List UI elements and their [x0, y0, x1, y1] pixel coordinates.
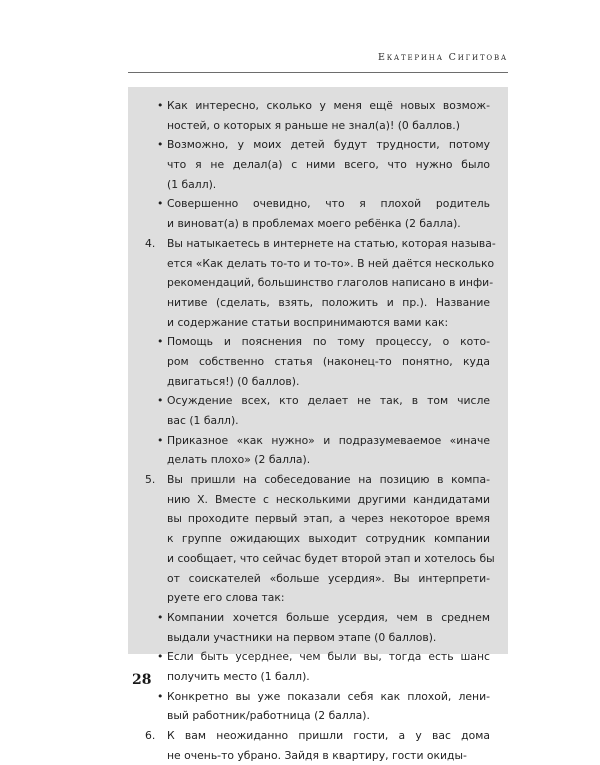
text-line: что я не делал(а) с ними всего, что нужно было: [167, 158, 490, 172]
text-line: К вам неожиданно пришли гости, а у вас дома: [167, 729, 490, 742]
text-line: Если быть усерднее, чем были вы, тогда есть шанс: [167, 650, 490, 664]
bullet-item: [145, 135, 490, 194]
numbered-question: [145, 470, 495, 608]
text-line: Вы натыкаетесь в интернете на статью, которая называ-: [167, 236, 496, 250]
bullet-icon: •: [157, 99, 164, 112]
bullet-icon: •: [157, 138, 164, 152]
bullet-item: [145, 687, 490, 726]
bullet-icon: •: [157, 689, 164, 703]
question-number: 4.: [145, 236, 156, 250]
text-line: вас (1 балл).: [167, 414, 239, 427]
text-line: вый работник/работница (2 балла).: [167, 709, 370, 723]
header-rule: [128, 72, 508, 73]
numbered-question: [145, 726, 490, 765]
bullet-icon: •: [157, 197, 164, 211]
text-line: и виноват(а) в проблемах моего ребёнка (2 балла).: [167, 217, 461, 231]
text-line: делать плохо» (2 балла).: [167, 453, 311, 467]
bullet-icon: •: [157, 433, 164, 447]
text-line: выдали участники на первом этапе (0 баллов).: [167, 630, 437, 644]
bullet-icon: •: [157, 394, 164, 408]
question-number: 6.: [145, 729, 156, 742]
text-line: к группе ожидающих выходит сотрудник компании: [167, 532, 490, 546]
text-line: Помощь и пояснения по тому процессу, о кото-: [167, 335, 490, 349]
running-head: Екатерина Сигитова: [377, 52, 508, 63]
text-line: Как интересно, сколько у меня ещё новых возмож-: [167, 99, 490, 112]
text-line: Вы пришли на собеседование на позицию в компа-: [167, 473, 490, 487]
text-line: ется «Как делать то-то и то-то». В ней даётся несколько: [167, 256, 495, 270]
text-line: от соискателей «больше усердия». Вы интерпрети-: [167, 571, 490, 585]
text-line: двигаться!) (0 баллов).: [167, 374, 300, 388]
question-number: 5.: [145, 473, 156, 487]
text-line: нитиве (сделать, взять, положить и пр.). Название: [167, 295, 490, 309]
text-line: и сообщает, что сейчас будет второй этап и хотелось бы: [167, 551, 495, 565]
numbered-question: [145, 234, 496, 332]
bullet-item: [145, 194, 490, 233]
bullet-item: [145, 431, 490, 470]
bullet-icon: •: [157, 650, 164, 664]
text-line: не очень-то убрано. Зайдя в квартиру, гости окиды-: [167, 748, 467, 762]
text-line: ностей, о которых я раньше не знал(а)! (0 баллов.): [167, 118, 460, 132]
text-line: получить место (1 балл).: [167, 669, 310, 683]
bullet-icon: •: [157, 610, 164, 624]
text-line: нию Х. Вместе с несколькими другими кандидатами: [167, 492, 490, 506]
text-line: Конкретно вы уже показали себя как плохой, лени-: [167, 689, 490, 703]
bullet-item: [145, 332, 490, 391]
text-line: Компании хочется больше усердия, чем в среднем: [167, 610, 490, 624]
text-line: Приказное «как нужно» и подразумеваемое «иначе: [167, 433, 490, 447]
text-line: Осуждение всех, кто делает не так, в том числе: [167, 394, 490, 408]
text-line: Совершенно очевидно, что я плохой родитель: [167, 197, 490, 211]
bullet-item: [145, 608, 490, 647]
bullet-item: [145, 96, 490, 135]
bullet-item: [145, 391, 490, 430]
text-line: Возможно, у моих детей будут трудности, потому: [167, 138, 490, 152]
bullet-icon: •: [157, 335, 164, 349]
text-line: руете его слова так:: [167, 591, 285, 605]
text-line: ром собственно статья (наконец-то понятно, куда: [167, 354, 490, 368]
bullet-item: [145, 647, 490, 686]
text-line: и содержание статьи воспринимаются вами как:: [167, 315, 449, 329]
text-line: рекомендаций, большинство глаголов написано в инфи-: [167, 276, 494, 290]
text-line: вы проходите первый этап, а через некоторое время: [167, 512, 490, 526]
text-line: (1 балл).: [167, 177, 217, 191]
page-number: 28: [132, 672, 152, 688]
questionnaire-text: [145, 96, 496, 765]
